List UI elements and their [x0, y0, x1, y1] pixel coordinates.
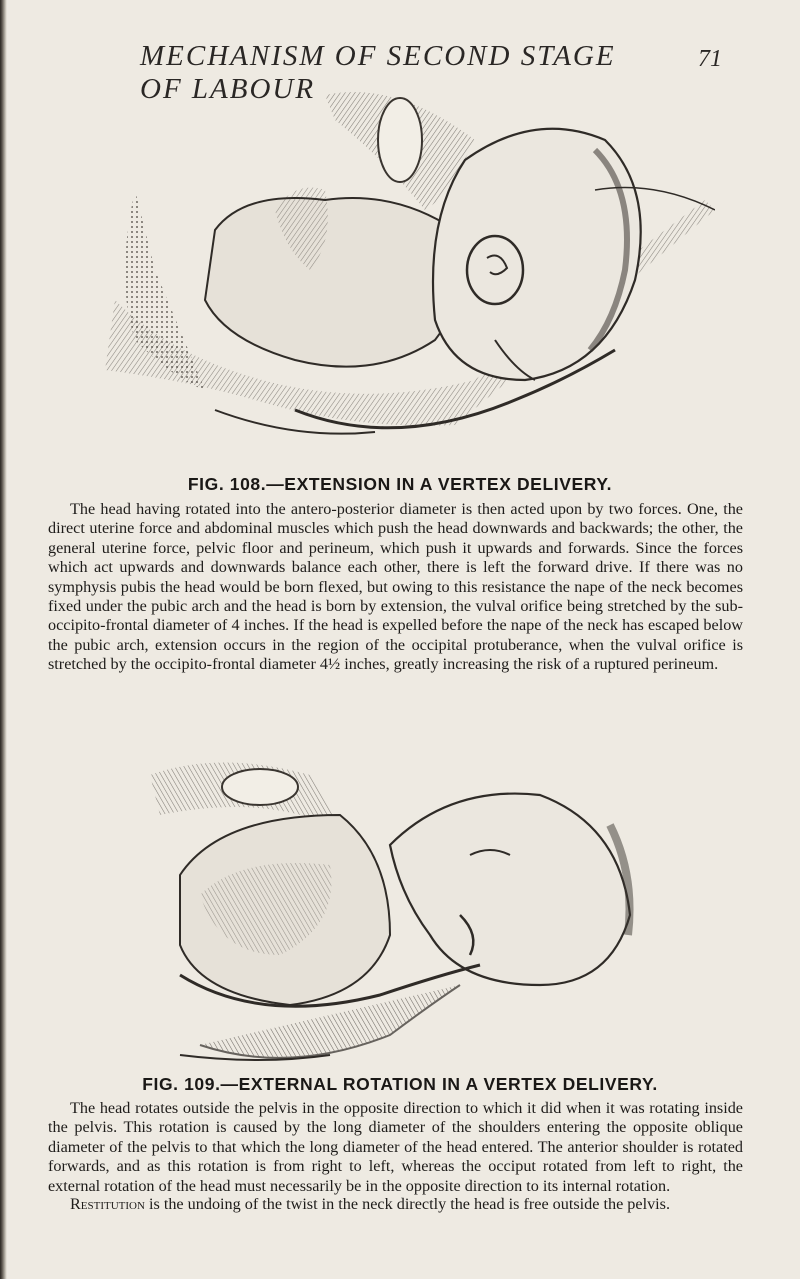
running-head: MECHANISM OF SECOND STAGE OF LABOUR: [140, 40, 616, 105]
figure-108-illustration: [95, 80, 715, 465]
page-number: 71: [698, 46, 722, 72]
restitution-term: Restitution: [70, 1195, 145, 1213]
figure-109-illustration: [140, 755, 640, 1075]
figure-109-caption: FIG. 109.—EXTERNAL ROTATION IN A VERTEX DELIVERY.: [142, 1074, 658, 1094]
figure-108-caption: FIG. 108.—EXTENSION IN A VERTEX DELIVERY.: [187, 474, 613, 494]
restitution-text: is the undoing of the twist in the neck directly the head is free outside the pelvis.: [144, 1195, 671, 1213]
restitution-paragraph: [48, 1195, 743, 1214]
body-paragraph: The head rotates outside the pelvis in the opposite direction to which it did when it was rotating inside the pelvis. This rotation is caused by the long diameter of the shoulders entering the opposite oblique diameter of the pelvis to that which the long diameter of the head entered. The anterior shoulder is rotated forwards, and as this rotation is from right to left, whereas the occiput rotated from left to right, the external rotation of the head must necessarily be in the opposite direction to its internal rotation.: [48, 1099, 743, 1195]
body-paragraph: The head having rotated into the antero-posterior diameter is then acted upon by two forces. One, the direct uterine force and abdominal muscles which push the head downwards and backwards; the other, the general uterine force, pelvic floor and perineum, which push it upwards and forwards. Since the forces which act upwards and downwards balance each other, there is left the forward drive. If there was no symphysis pubis the head would be born flexed, but owing to this resistance the nape of the neck becomes fixed under the pubic arch and the head is born by extension, the vulval orifice being stretched by the sub-occipito-frontal diameter of 4 inches. If the head is expelled before the nape of the neck has escaped below the pubic arch, extension occurs in the region of the occipital protuberance, when the vulval orifice is stretched by the occipito-frontal diameter 4½ inches, greatly increasing the risk of a ruptured perineum.: [48, 500, 743, 674]
